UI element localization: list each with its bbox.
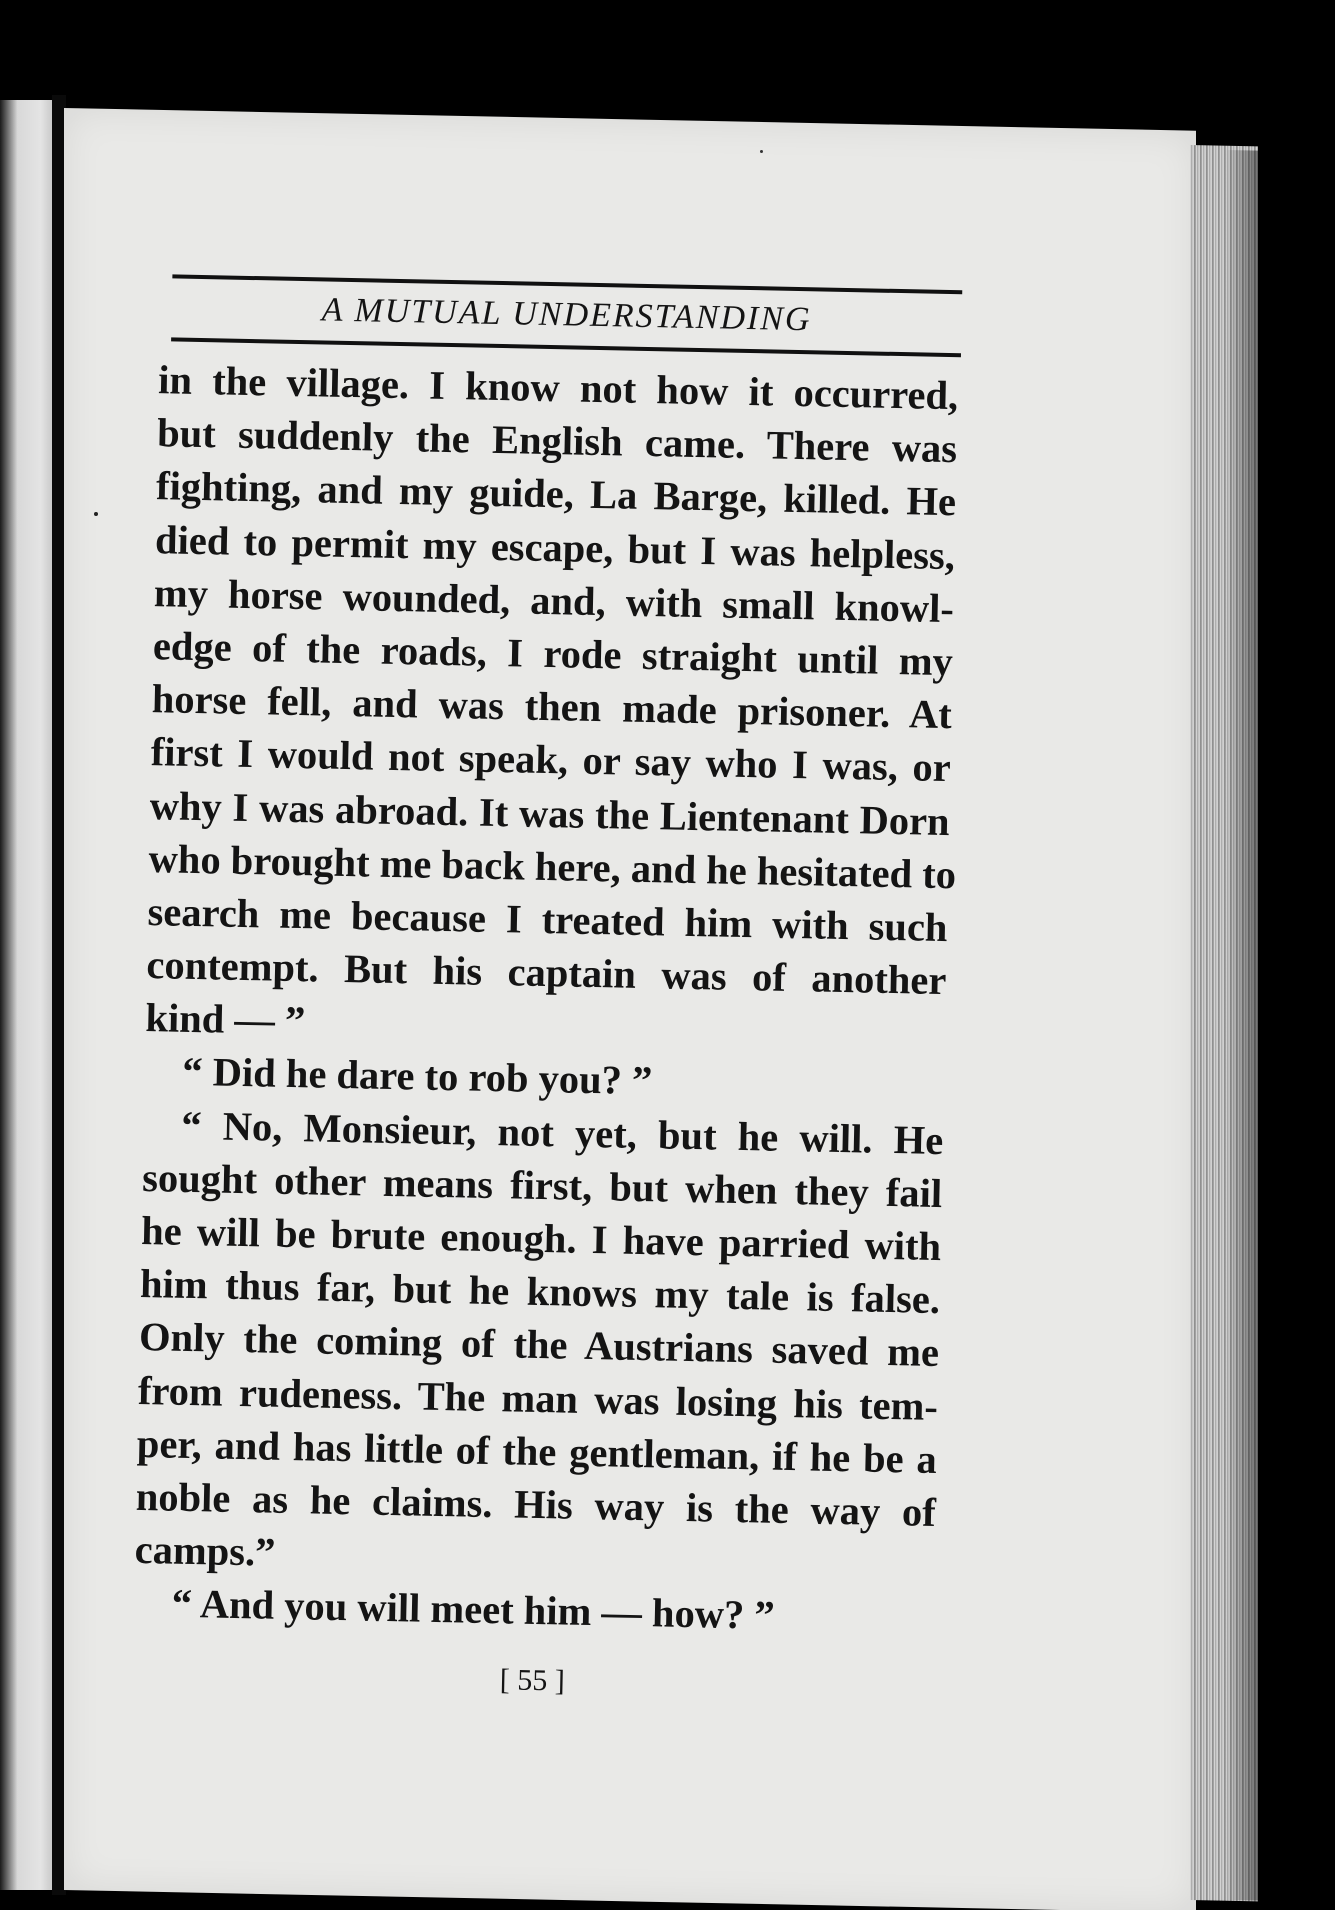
page-number: [ 55 ] <box>499 1663 566 1698</box>
text-line: him thus far, but he knows my tale is false. <box>139 1261 941 1323</box>
text-line: search me because I treated him with such <box>147 888 948 950</box>
text-line: Only the coming of the Austrians saved me <box>138 1314 940 1376</box>
text-line: sought other means first, but when they fail <box>141 1154 943 1216</box>
text-line: “ No, Monsieur, not yet, but he will. He <box>180 1102 944 1163</box>
text-line: but suddenly the English came. There was <box>156 410 958 472</box>
text-line: horse fell, and was then made prisoner. At <box>151 676 953 738</box>
text-line: kind — ” <box>145 995 306 1044</box>
text-line: died to permit my escape, but I was helpless, <box>154 516 956 578</box>
text-line: per, and has little of the gentleman, if he be a <box>136 1420 938 1482</box>
running-head: A MUTUAL UNDERSTANDING <box>321 291 812 339</box>
text-line: edge of the roads, I rode straight until my <box>152 623 954 685</box>
body-text <box>133 353 958 1645</box>
text-line: “ And you will meet him — how? ” <box>171 1580 776 1639</box>
text-line: fighting, and my guide, La Barge, killed. He <box>155 463 957 525</box>
text-line: why I was abroad. It was the Lientenant Dorn <box>149 782 951 844</box>
text-line: contempt. But his captain was of another <box>146 942 947 1004</box>
text-line: my horse wounded, and, with small knowl- <box>153 569 955 631</box>
text-line: first I would not speak, or say who I was, or <box>150 729 952 791</box>
text-line: “ Did he dare to rob you? ” <box>181 1049 653 1104</box>
text-line: who brought me back here, and he hesitated to <box>148 835 957 897</box>
text-line: from rudeness. The man was losing his tem- <box>137 1367 939 1429</box>
text-line: in the village. I know not how it occurred, <box>157 357 959 419</box>
text-line: noble as he claims. His way is the way of <box>135 1473 937 1535</box>
text-line: camps.” <box>134 1527 276 1575</box>
text-line: he will be brute enough. I have parried with <box>140 1207 942 1270</box>
